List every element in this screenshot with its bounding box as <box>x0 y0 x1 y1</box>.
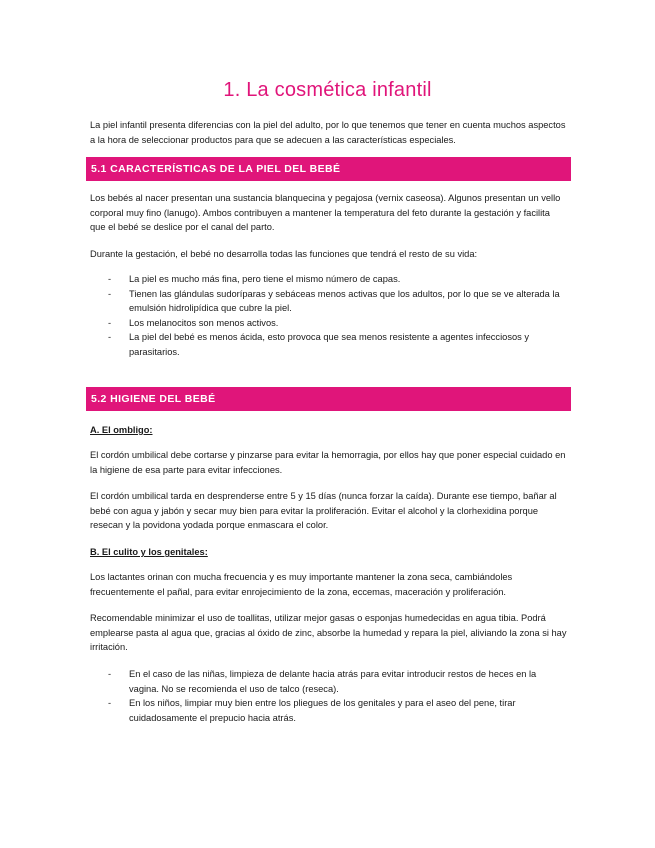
section-heading-higiene: 5.2 HIGIENE DEL BEBÉ <box>86 387 571 411</box>
section2-bullet-list <box>90 667 568 725</box>
section1-paragraph-1: Los bebés al nacer presentan una sustancia blanquecina y pegajosa (vernix caseosa). Algunos presentan un vello corporal muy fino (lanugo). Ambos contribuyen a mantener la temperatura del feto durante la gestación y facilita que el bebé se deslice por el canal del parto. <box>90 193 561 233</box>
list-item: - Los melanocitos son menos activos. <box>90 316 568 331</box>
intro-paragraph: La piel infantil presenta diferencias con la piel del adulto, por lo que tenemos que tener en cuenta muchos aspectos a la hora de seleccionar productos para que se adecuen a las características especiales. <box>90 120 566 145</box>
bullet-dash: - <box>108 274 112 284</box>
list-item: - La piel del bebé es menos ácida, esto provoca que sea menos resistente a agentes infecciosos y parasitarios. <box>108 332 530 357</box>
section1-paragraph-2: Durante la gestación, el bebé no desarrolla todas las funciones que tendrá el resto de su vida: <box>90 249 478 259</box>
list-item: - En el caso de las niñas, limpieza de delante hacia atrás para evitar introducir restos de heces en la vagina. No se recomienda el uso de talco (reseca). <box>108 669 537 694</box>
section-heading-caracteristicas: 5.1 CARACTERÍSTICAS DE LA PIEL DEL BEBÉ <box>86 157 571 181</box>
list-item: - Tienen las glándulas sudoríparas y sebáceas menos activas que los adultos, por lo que se ve alterada la emulsión hidrolipídica que cubre la piel. <box>108 288 560 314</box>
bullet-dash: - <box>108 332 112 343</box>
bullet-dash: - <box>108 288 112 299</box>
culito-paragraph-1: Los lactantes orinan con mucha frecuencia y es muy importante mantener la zona seca, cambiándoles frecuentemente el pañal, para evitar enrojecimiento de la zona, eccemas, maceración y proliferación. <box>90 572 513 597</box>
list-item: - En los niños, limpiar muy bien entre los pliegues de los genitales y para el aseo del pene, tirar cuidadosamente el prepucio hacia atrás. <box>108 698 516 723</box>
bullet-dash: - <box>108 669 112 679</box>
ombligo-paragraph-1: El cordón umbilical debe cortarse y pinzarse para evitar la hemorragia, por ellos hay que poner especial cuidado en la higiene de esa parte para evitar infecciones. <box>90 450 566 475</box>
ombligo-paragraph-2: El cordón umbilical tarda en desprenderse entre 5 y 15 días (nunca forzar la caída). Durante ese tiempo, bañar al bebé con agua y jabón y secar muy bien para evitar la proliferación. Evitar el alcohol y la clorhexidina porque resecan y la povidona yodada porque enmascara el color. <box>90 491 557 531</box>
section1-bullet-list <box>90 272 568 360</box>
subheading-ombligo: A. El ombligo: <box>90 425 153 435</box>
bullet-dash: - <box>108 698 112 709</box>
page-title: 1. La cosmética infantil <box>223 79 432 101</box>
bullet-dash: - <box>108 317 112 328</box>
subheading-culito-genitales: B. El culito y los genitales: <box>90 547 208 557</box>
culito-paragraph-2: Recomendable minimizar el uso de toallitas, utilizar mejor gasas o esponjas humedecidas en agua tibia. Podrá emplearse pasta al agua que, gracias al óxido de zinc, absorbe la humedad y repara la piel, aliviando la zona si hay irritación. <box>90 613 567 653</box>
list-item: - La piel es mucho más fina, pero tiene el mismo número de capas. <box>90 272 568 287</box>
